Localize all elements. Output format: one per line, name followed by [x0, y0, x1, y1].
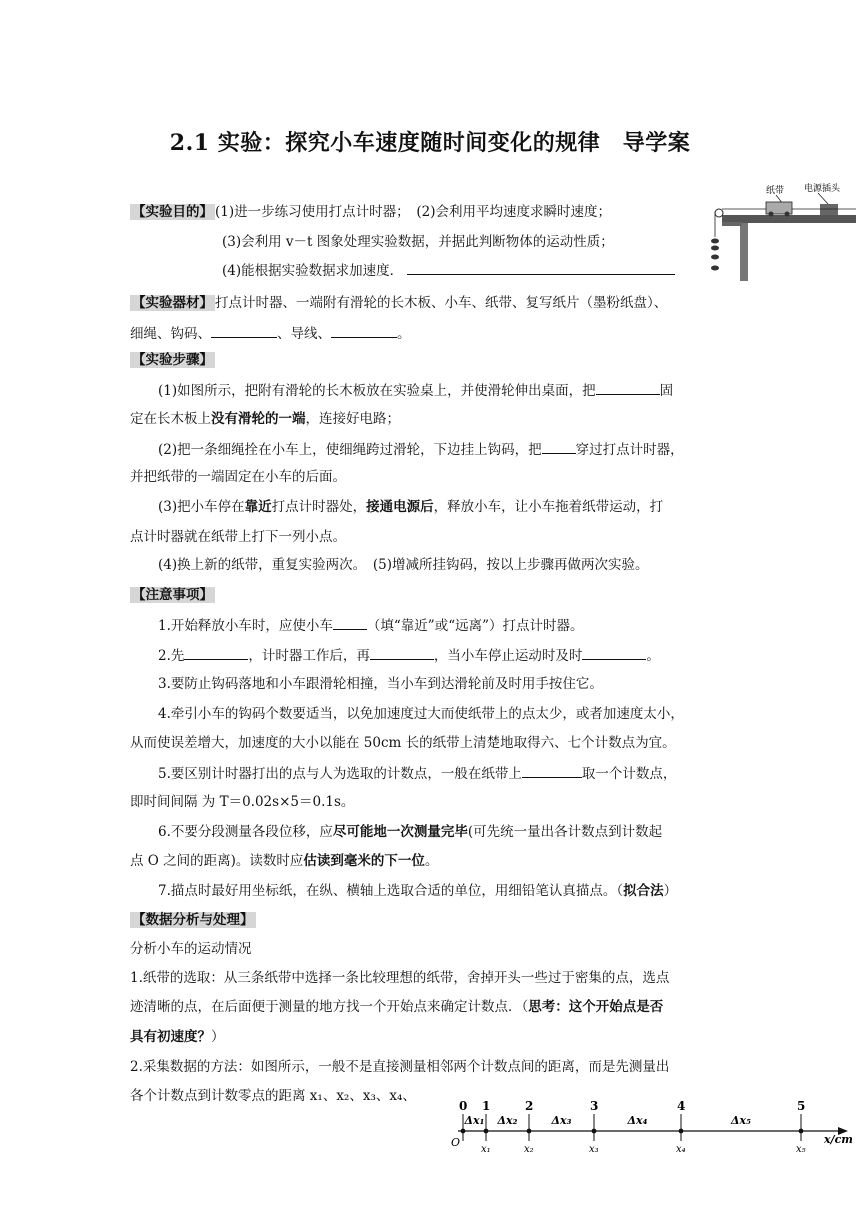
- section-header-purpose: 【实验目的】: [132, 204, 213, 220]
- answer-blank: [184, 645, 248, 660]
- step-4-5: (4)换上新的纸带，重复实验两次。 (5)增减所挂钩码，按以上步骤再做两次实验。: [158, 557, 649, 573]
- answer-blank: [370, 645, 434, 660]
- origin-label: O: [451, 1136, 461, 1149]
- tape-dot-4: [679, 1129, 684, 1134]
- answer-blank: [582, 645, 646, 660]
- apparatus-figure: [708, 182, 858, 282]
- purpose-item-2: (2)会利用平均速度求瞬时速度；: [416, 204, 611, 220]
- note-6-line-1: 6.不要分段测量各段位移，应尽可能地一次测量完毕(可先统一量出各计数点到计数起: [158, 824, 663, 840]
- analysis-p2-line-2: 各个计数点到计数零点的距离 x₁、x₂、x₃、x₄、: [130, 1088, 416, 1104]
- equipment-text: 打点计时器、一端附有滑轮的长木板、小车、纸带、复写纸片（墨粉纸盘）、: [215, 295, 668, 311]
- note-5-line-1: 5.要区别计时器打出的点与人为选取的计数点，一般在纸带上 取一个计数点，: [158, 763, 676, 784]
- purpose-line-1: [130, 202, 611, 222]
- delta-label-5: Δx₅: [731, 1114, 751, 1127]
- position-label-1: x₁: [481, 1144, 491, 1155]
- note-4-line-1: 4.牵引小车的钩码个数要适当，以免加速度过大而使纸带上的点太少，或者加速度太小，: [158, 706, 684, 722]
- section-header-equipment: 【实验器材】: [132, 295, 213, 311]
- page-title: 2.1 实验：探究小车速度随时间变化的规律 导学案: [169, 130, 691, 156]
- equipment-line-1: [130, 293, 667, 313]
- answer-blank: [596, 380, 660, 395]
- section-header-notes: 【注意事项】: [132, 587, 213, 603]
- section-header-steps: 【实验步骤】: [132, 352, 213, 368]
- position-label-3: x₃: [589, 1144, 599, 1155]
- position-label-4: x₄: [676, 1144, 686, 1155]
- tape-dot-5: [799, 1129, 804, 1134]
- answer-blank: [522, 763, 582, 778]
- answer-blank: [331, 323, 397, 338]
- delta-label-4: Δx₄: [627, 1114, 648, 1127]
- note-2: 2.先 ，计时器工作后，再 ，当小车停止运动时及时 。: [158, 645, 660, 666]
- delta-label-3: Δx₃: [551, 1114, 572, 1127]
- tape-diagram: [440, 1094, 858, 1158]
- analysis-p1-line-2: 迹清晰的点，在后面便于测量的地方找一个开始点来确定计数点．（思考：这个开始点是否: [130, 999, 664, 1015]
- count-point-label-2: 2: [525, 1099, 534, 1113]
- count-point-label-3: 3: [590, 1099, 599, 1113]
- count-point-label-5: 5: [797, 1099, 806, 1113]
- step-1-line-1: (1)如图所示，把附有滑轮的长木板放在实验桌上，并使滑轮伸出桌面，把 固: [158, 380, 673, 401]
- delta-label-2: Δx₂: [497, 1114, 518, 1127]
- count-point-label-1: 1: [482, 1099, 491, 1113]
- step-3-line-2: 点计时器就在纸带上打下一列小点。: [130, 529, 346, 545]
- step-2-line-2: 并把纸带的一端固定在小车的后面。: [130, 469, 346, 485]
- answer-blank: [407, 260, 675, 275]
- equipment-line-2: 细绳、钩码、 、导线、 。: [130, 323, 411, 344]
- answer-blank: [542, 439, 576, 454]
- label-paper-tape: 纸带: [766, 186, 785, 196]
- count-point-label-0: 0: [459, 1099, 468, 1113]
- tape-dot-2: [527, 1129, 532, 1134]
- label-power-plug: 电源插头: [804, 184, 841, 194]
- note-7: 7.描点时最好用坐标纸，在纵、横轴上选取合适的单位，用细铅笔认真描点。（拟合法）: [158, 883, 678, 899]
- purpose-item-4: (4)能根据实验数据求加速度．: [222, 263, 404, 279]
- analysis-p2-line-1: 2.采集数据的方法：如图所示，一般不是直接测量相邻两个计数点间的距离，而是先测量出: [130, 1059, 670, 1075]
- analysis-subtitle: 分析小车的运动情况: [130, 941, 252, 957]
- note-3: 3.要防止钩码落地和小车跟滑轮相撞，当小车到达滑轮前及时用手按住它。: [158, 676, 603, 692]
- analysis-p1-line-1: 1.纸带的选取：从三条纸带中选择一条比较理想的纸带，舍掉开头一些过于密集的点，选点: [130, 970, 670, 986]
- note-5-line-2: 即时间间隔 为 T＝0.02s×5＝0.1s。: [130, 794, 355, 810]
- analysis-p1-line-3: 具有初速度？）: [130, 1029, 225, 1045]
- step-3-line-1: (3)把小车停在靠近打点计时器处，接通电源后，释放小车，让小车拖着纸带运动，打: [158, 499, 664, 515]
- purpose-item-3: (3)会利用 v－t 图象处理实验数据，并据此判断物体的运动性质；: [222, 234, 614, 250]
- tape-dot-3: [592, 1129, 597, 1134]
- position-label-2: x₂: [524, 1144, 534, 1155]
- tape-dot-1: [484, 1129, 489, 1134]
- analysis-header-row: [130, 910, 256, 930]
- answer-blank: [333, 615, 367, 630]
- answer-blank: [211, 323, 277, 338]
- note-6-line-2: 点 O 之间的距离)。读数时应估读到毫米的下一位。: [130, 853, 439, 869]
- note-1: 1.开始释放小车时，应使小车 （填“靠近”或“远离”）打点计时器。: [158, 615, 584, 636]
- tape-dot-0: [461, 1129, 466, 1134]
- notes-header-row: [130, 585, 215, 605]
- section-header-analysis: 【数据分析与处理】: [132, 912, 254, 928]
- note-4-line-2: 从而使误差增大，加速度的大小以能在 50cm 长的纸带上清楚地取得六、七个计数点为宜。: [130, 735, 676, 751]
- position-label-5: x₅: [796, 1144, 806, 1155]
- delta-label-1: Δx₁: [464, 1114, 485, 1127]
- purpose-item-1: (1)进一步练习使用打点计时器；: [215, 204, 403, 220]
- steps-header-row: [130, 350, 215, 370]
- step-2-line-1: (2)把一条细绳拴在小车上，使细绳跨过滑轮，下边挂上钩码，把 穿过打点计时器，: [158, 439, 684, 460]
- step-1-line-2: 定在长木板上没有滑轮的一端，连接好电路；: [130, 411, 400, 427]
- axis-label: x/cm: [824, 1133, 853, 1146]
- count-point-label-4: 4: [677, 1099, 686, 1113]
- purpose-line-3: [222, 260, 675, 281]
